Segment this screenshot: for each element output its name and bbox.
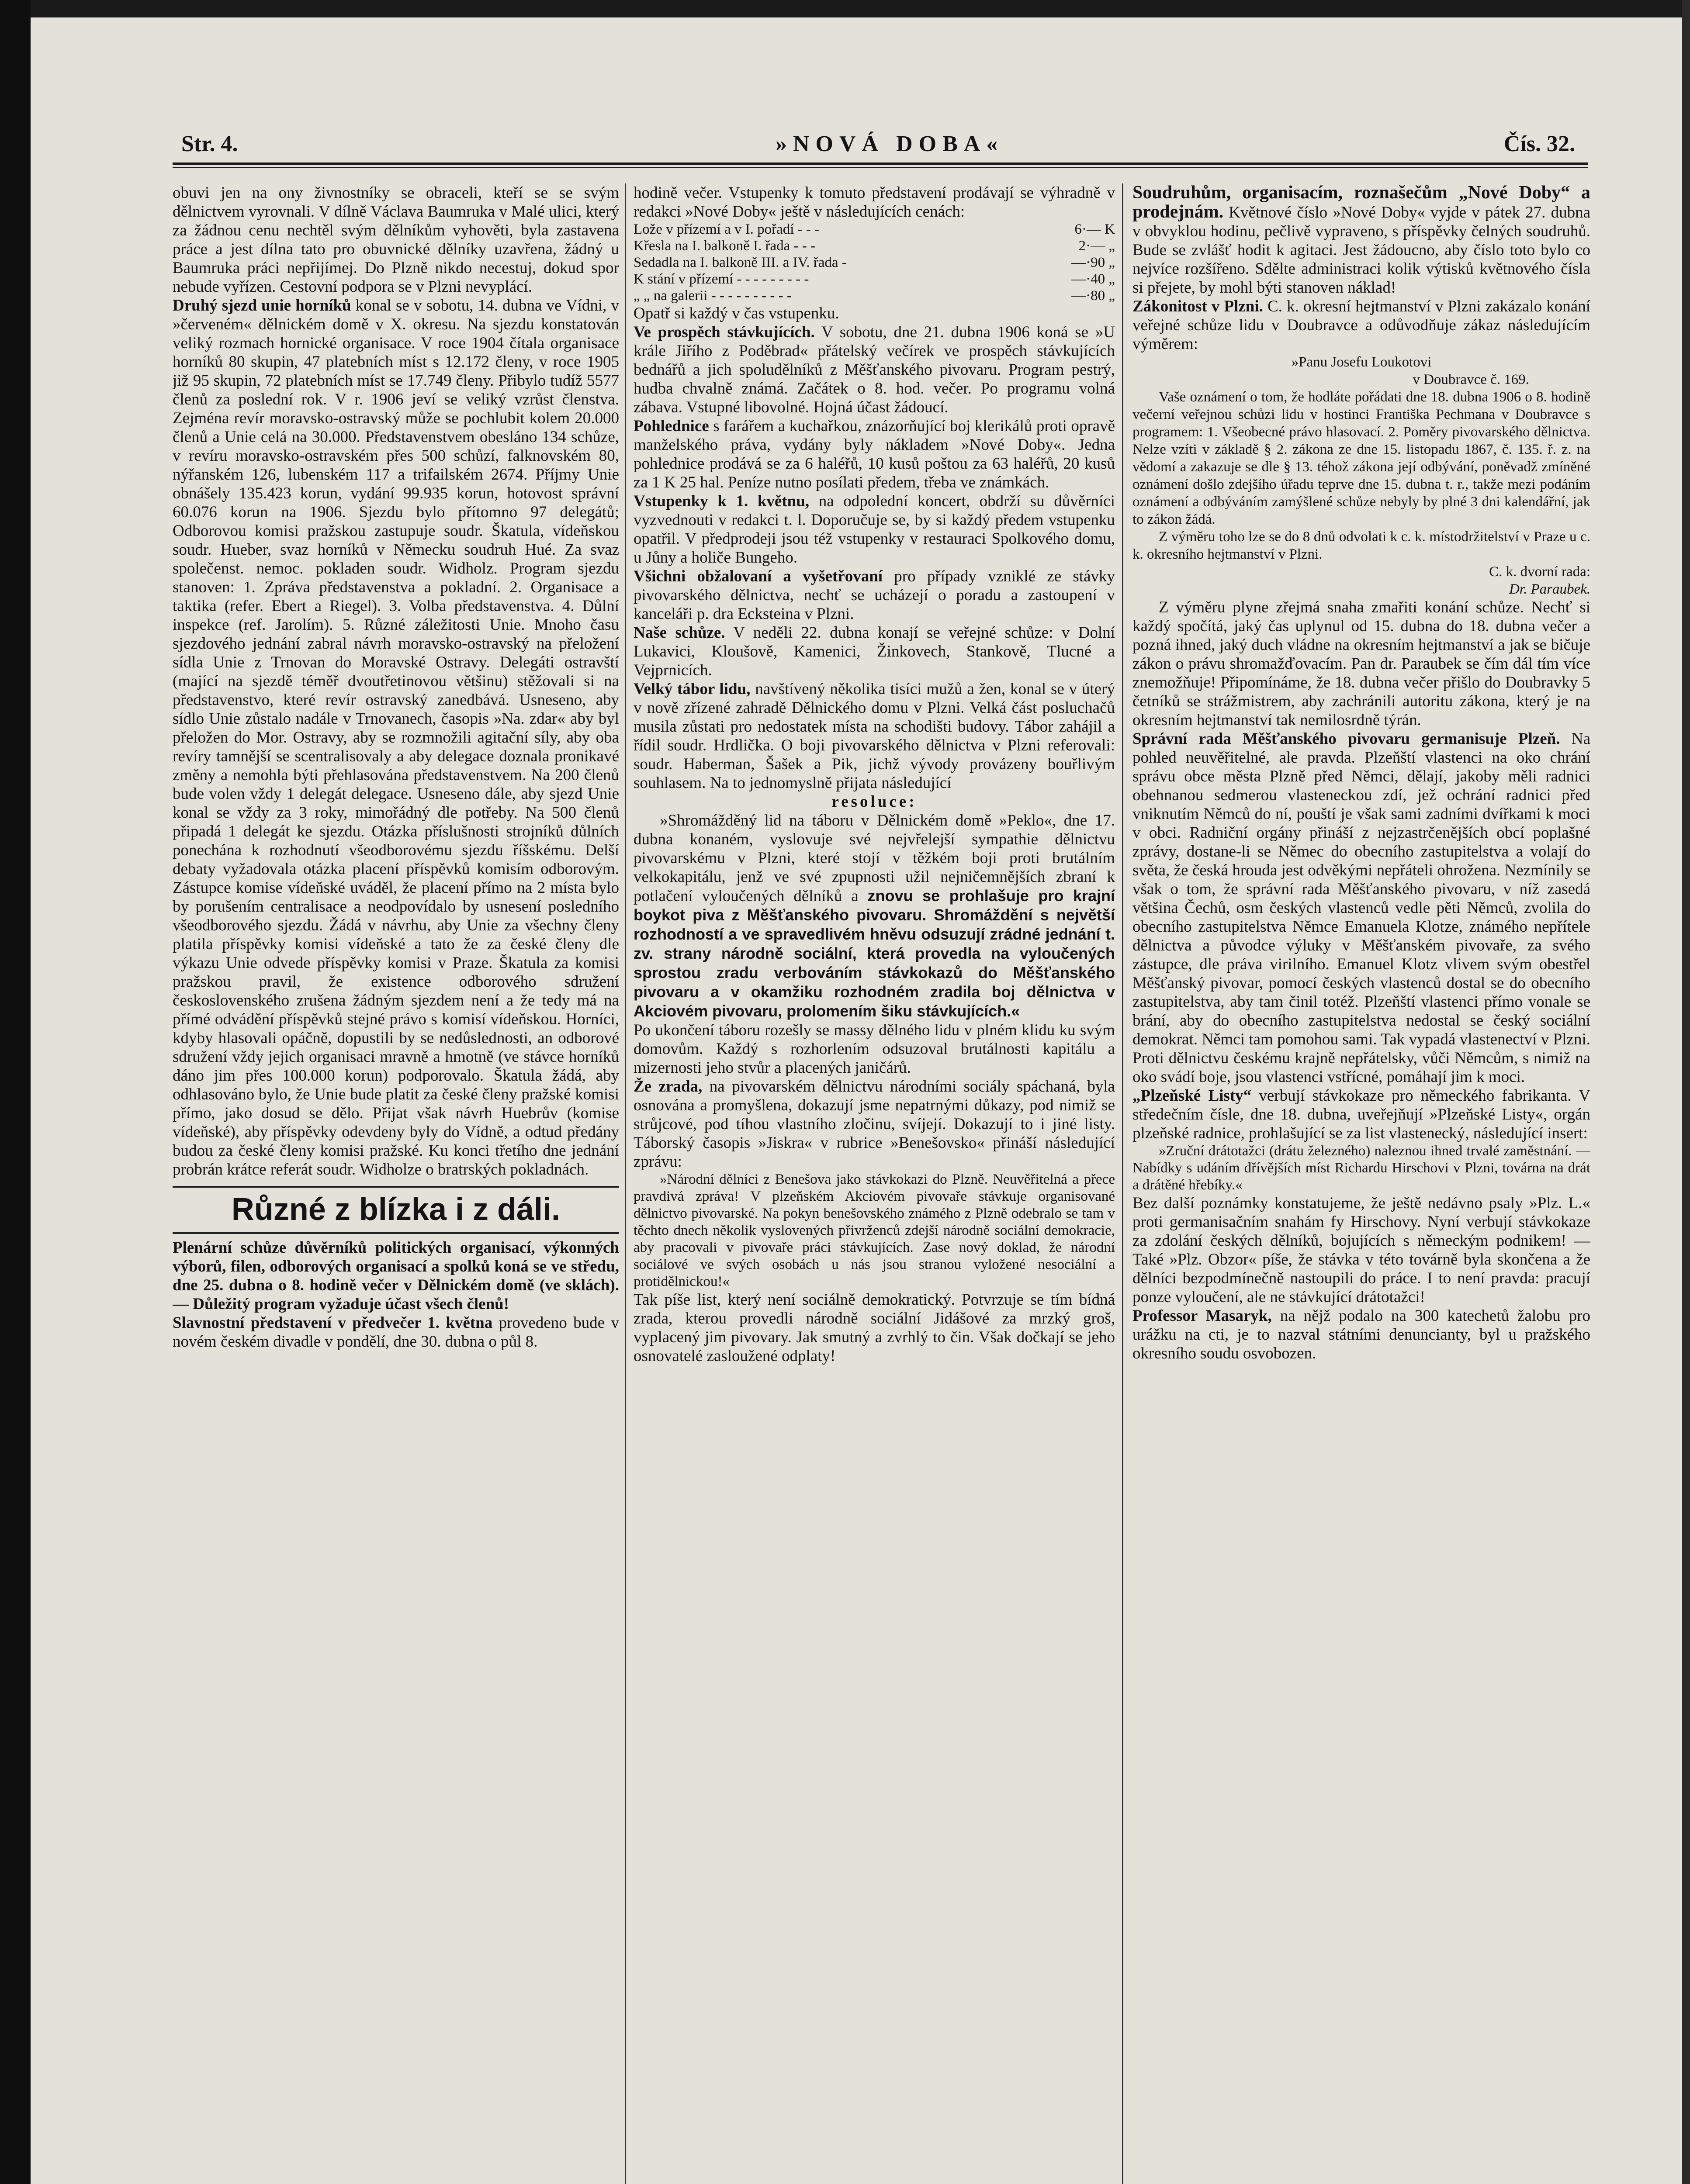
- article-postcards: [634, 417, 1115, 492]
- resolution-bold: znovu se prohlašuje pro krajní boykot piva z Měšťanského pivovaru. Shromáždění s největší rozhodností a ve spravedlivém hněvu odsuzují zrádné jednání t. zv. strany národně sociální, která provedla na vyloučených sprostou zradu verbováním stávkokazů do Měšťanského pivovaru a v okamžiku rozhodném zradila boj dělnictva v Akciovém pivovaru, prolomením šiku stávkujících.«: [634, 887, 1115, 1020]
- scan-right-edge: [1682, 0, 1690, 2184]
- plzenske-listy-body: verbují stávkokaze pro německého fabrikanta. V středečním čísle, dne 18. dubna, uveřejňují »Plzeňské Listy«, orgán plzeňské radnice, prohlašující se za list vlastenecký, následující insert:: [1132, 1087, 1590, 1142]
- newspaper-title: »NOVÁ DOBA«: [776, 131, 1004, 156]
- ticket-row: [634, 221, 1115, 238]
- ticket-row: [634, 287, 1115, 304]
- rally-body: navštívený několika tisíci mužů a žen, konal se v úterý v nově zřízené zahradě Dělnického domu v Plzni. Velká část posluchačů musila zůstati pro nedostatek místa na schodišti budovy. Tábor zahájil a řídil soudr. Hrdlička. O boji pivovarského dělnictva v Plzni referovali: soudr. Haberman, Šašek a Pik, jichž vývody provázeny bouřlivým souhlasem. Na to jednomyslně přijata následující: [634, 680, 1115, 792]
- ticket-price: —·90 „: [1071, 255, 1115, 270]
- legality-heading: Zákonitost v Plzni.: [1132, 297, 1263, 315]
- article-strikers-benefit: [634, 323, 1115, 417]
- ticket-price: 2·— „: [1078, 238, 1115, 254]
- article-brewery-board: [1132, 729, 1590, 1086]
- ticket-label: Sedadla na I. balkoně III. a IV. řada -: [634, 255, 847, 270]
- masaryk-body: na nějž podalo na 300 katechetů žalobu pro urážku na cti, je to nazval státními denuncianty, byl u pražského okresního soudu osvobozen.: [1132, 1307, 1590, 1362]
- jiskra-quote: »Národní dělníci z Benešova jako stávkokazi do Plzně. Neuvěřitelná a přece pravdivá zpráva! V plzeňském Akciovém pivovaře stávkuje organisované dělnictvo pivovarské. Na pokyn benešovského známého z Plzně odebralo se tam v těchto dnech několik vyslovených přivrženců zdejší národně sociální demokracie, aby pracovali v pivovaře práci stávkujících. Zase nový doklad, že národní sociálové ve svých osobách u nás jsou stranou vyložené nesociální a protidělnickou!«: [634, 1171, 1115, 1289]
- section-heading: Různé z blízka i z dáli.: [173, 1186, 619, 1234]
- scan-top-edge: [0, 0, 1690, 17]
- article-miners-body: konal se v sobotu, 14. dubna ve Vídni, v »červeném« dělnickém domě v X. okresu. Na sjezdu konstatován veliký rozmach hornické organisace. V roce 1904 čítala organisace horníků 80 skupin, 47 platebních míst s 12.172 členy, v roce 1905 již 95 skupin, 72 platebních míst se 17.749 členy. Přibylo tudíž 5577 členů za poslední rok. V r. 1906 jeví se veliký vzrůst členstva. Zejména revír moravsko-ostravský může se pochlubit kolem 20.000 členů a Unie celá na 30.000. Představenstvem obesláno 134 schůze, v revíru moravsko-ostravském přes 500 schůzí, falknovském 80, nýřanském 126, lubenském 117 a trifailském 2674. Příjmy Unie obnášely 135.423 korun, vydání 99.935 korun, hotovost správní 60.076 korun na 1906. Sjezdu bylo přítomno 97 delegátů; Odborovou komisi pražskou zastupuje soudr. Škatula, vídeňskou soudr. Hueber, svaz horníků v Německu soudruh Hué. Za svaz společenst. nemoc. pokladen soudr. Widholz. Program sjezdu stanoven: 1. Zpráva představenstva a pokladní. 2. Organisace a taktika (refer. Ebert a Riegel). 3. Volba představenstva. 4. Důlní inspekce (ref. Jarolím). 5. Různé záležitosti Unie. Mnoho času sjezdového jednání zabral návrh moravsko-ostravský na přeložení sídla Unie z Trnovan do Moravské Ostravy. Delegáti ostravští (mající na sjezdě téměř dvoutřetinovou většinu) stěžovali si na představenstvo, které revír ostravský zanedbává. Usneseno, aby sídlo Unie zůstalo nadále v Trnovanech, časopis »Na. zdar« aby byl přeložen do Mor. Ostravy, aby se rozmnožili agitační síly, aby oba revíry tamnější se scentralisovaly a aby delegace doznala pronikavé změny a nemohla býti přehlasována představenstvem. Na 200 členů bude volen vždy 1 delegát delegace. Usneseno dále, aby sjezd Unie konal se vždy za 3 roky, mimořádný dle potřeby. Na 500 členů připadá 1 delegát ke sjezdu. Otázka příslušnosti strojníků důlních ponechána k rozhodnutí všeodborovému sjezdu říšskému. Delší debaty vyžadovala otázka placení příspěvků komisím odborovým. Zástupce komise vídeňské uváděl, že placení přímo na 2 místa bylo by porušením centralisace a neodpovídalo by usnesení posledního všeodborového sjezdu. Žádá v návrhu, aby Unie za všechny členy platila příspěvky komisi vídeňské a tato že za české členy dle výkazu Unie odvede příspěvky komisi v Praze. Škatula za komisi pražskou pravil, že existence odborového sdružení československého zrušena žádným sjezdem není a že tedy má na přímé odvádění příspěvků stejné právo s komisí vídeňskou. Horníci, kdyby hlasovali opáčně, dopustili by se nedůslednosti, an odborové sdružení vždy jejich organisaci mravně a hmotně (ve stávce horníků dáno jim přes 100.000 korun) podporovalo. Škatula žádá, aby odhlasováno bylo, že Unie bude platit za české členy pražské komisi přímo, jako dosud se dělo. Přijat však návrh Huebrův (komise vídeňské), aby příspěvky odevdeny byly do Vídně, a odtud předány budou za české členy komisi pražské. Ku konci třetího dne jednání probrán krátce referát soudr. Widholze o bratrských pokladnách.: [173, 297, 619, 1178]
- article-miners-heading: Druhý sjezd unie horníků: [173, 297, 351, 314]
- postcards-body: s farářem a kuchařkou, znázorňující boj klerikálů proti opravě manželského práva, vydány byly nákladem »Nové Doby«. Jedna pohlednice prodává se za 6 haléřů, 10 kusů poštou za 63 haléřů, 20 kusů za 1 K 25 hal. Peníze nutno posílati předem, třeba ve známkách.: [634, 417, 1115, 491]
- signature-name: Dr. Paraubek.: [1509, 581, 1590, 597]
- letter-addressee: »Panu Josefu Loukotovi: [1291, 354, 1432, 370]
- postcards-heading: Pohlednice: [634, 417, 709, 435]
- article-tickets-intro: hodině večer. Vstupenky k tomuto představení prodávají se výhradně v redakci »Nové Doby« ještě v následujících cenách:: [634, 184, 1115, 221]
- header-rule: [173, 162, 1588, 165]
- article-rally: [634, 680, 1115, 792]
- ticket-row: [634, 254, 1115, 271]
- resolution-title: resoluce:: [831, 793, 917, 811]
- article-plzenske-listy: [1132, 1086, 1590, 1143]
- rally-conclusion: Po ukončení táboru rozešly se massy dělného lidu v plném klidu ku svým domovům. Každý s rozhorlením odsuzoval brutálnosti kapitálu a mizernosti jeho stvůr a placených janičárů.: [634, 1021, 1115, 1077]
- article-may-issue: [1132, 183, 1590, 297]
- tickets-note: Opatř si každý v čas vstupenku.: [634, 304, 839, 322]
- article-our-meetings: [634, 623, 1115, 680]
- ticket-price: 6·— K: [1074, 221, 1115, 237]
- meetings-heading: Naše schůze.: [634, 624, 725, 642]
- column-2: [634, 183, 1115, 2184]
- ticket-row: [634, 271, 1115, 287]
- brewery-board-body: Na pohled neuvěřitelné, ale pravda. Plzeňští vlastenci na oko chrání správu obce města Plzně před Němci, dělají, jakoby měli radnici obehnanou sedmerou vlasteneckou zdí, jež ochrání radnici před vniknutím Němců do ní, pouští je však sami zadními dvířkami k moci v obci. Radniční orgány přináší z nejzastrčenějších obcí poplašné zprávy, dostane-li se Němec do obecního zastupitelstva a volají do světa, že česká hrouda jest odvěkými nepřáteli ohrožena. Nezmínily se však o tom, že správní rada Měšťanského pivovaru, v níž zasedá většina Čechů, osm českých vlastenců vedle pěti Němců, zvolila do obecního zastupitelstva Němce Emanuela Klotze, známého nepřítele dělnictva a původce výluky v Měšťanském pivovaře, za svého zástupce, dle práva virilního. Emanuel Klotz vlivem svým obestřel Měšťanský pivovar, pomocí českých vlastenců dostal se do obecního zastupitelstva, aby tam činil totéž. Plzeňští vlastenci přímo vonale se brání, aby do obecního zastupitelstva nedostal se český sociální demokrat. Němci tam pomohou sami. Tak vypadá vlastenectví v Plzni. Proti dělnictvu českému krajně nepřátelsky, vůči Němcům, s nimiž na oko svádí boje, jsou vlastenci vstřícné, pomáhají jim k moci.: [1132, 730, 1590, 1086]
- ticket-price: —·80 „: [1071, 288, 1115, 304]
- resolution-intro: »Shromážděný lid na táboru v Dělnickém domě »Peklo«, dne 17. dubna konaném, vyslovuje své nejvřelejší sympathie dělnictvu pivovarskému v Plzni, které stojí v těžkém boji proti brutálním velkokapitálu, jenž ve své zpupnosti užil nejničemnějších zbraní k potlačení vyloučených dělníků a: [634, 812, 1115, 905]
- column-divider-2: [1122, 183, 1123, 2184]
- accused-heading: Všichni obžalovaní a vyšetřovaní: [634, 567, 883, 585]
- article-may-tickets: [634, 492, 1115, 567]
- article-accused: [634, 567, 1115, 623]
- may-tickets-body: na odpolední koncert, obdrží su důvěrníci vyzvednouti v redakci t. l. Doporučuje se, by si každý předem vstupenku opatřil. V předprodeji jsou též vstupenky v restauraci Spolkového domu, u Jůny a holiče Bungeho.: [634, 492, 1115, 567]
- ticket-price: —·40 „: [1071, 271, 1115, 287]
- betrayal-body: na pivovarském dělnictvu národními sociály spáchaná, byla osnována a promyšlena, dokazují jsme nepatrnými důkazy, pod nimiž se strůjcové, pod tíhou vlastního zločinu, svíjejí. Dokazují to i jiné listy. Táborský časopis »Jiskra« v rubrice »Benešovsko« přináší následující zprávu:: [634, 1078, 1115, 1171]
- may-issue-heading: Soudruhům, organisacím, roznašečům „Nové Doby“ a prodejnám.: [1132, 183, 1590, 222]
- wire-drawers-ad-quote: »Zruční drátotažci (drátu železného) naleznou ihned trvalé zaměstnání. — Nabídky s udáním dřívějších míst Richardu Hirschovi v Plzni, továrna na drát a drátěné hřebíky.«: [1132, 1143, 1590, 1193]
- plenary-heading: Plenární schůze: [173, 1239, 287, 1257]
- article-gala-performance: [173, 1313, 619, 1351]
- page-number: Str. 4.: [181, 131, 238, 156]
- article-betrayal: [634, 1077, 1115, 1171]
- brewery-board-heading: Správní rada Měšťanského pivovaru germanisuje Plzeň.: [1132, 730, 1560, 748]
- letter-address: v Doubravce č. 169.: [1413, 372, 1529, 387]
- strikers-heading: Ve prospěch stávkujících.: [634, 323, 815, 341]
- article-plenary-meeting: [173, 1238, 619, 1313]
- ticket-label: Lože v přízemí a v I. pořadí - - -: [634, 221, 820, 237]
- article-shoemakers: obuvi jen na ony živnostníky se obraceli, kteří se se svým dělnictvem vyrovnali. V dílně Václava Baumruka v Malé ulici, který za žádnou cenu nechtěl svým dělníkům vyhověti, byla zastavena práce a jest dílna tato pro obuvnické dělníky uzavřena, žádný u Baumruka práci nepřijímej. Do Plzně nikdo necestuj, dokud spor nebude vyřízen. Cestovní podpora se v Plzni nevyplácí.: [173, 184, 619, 296]
- letter-body: Vaše oznámení o tom, že hodláte pořádati dne 18. dubna 1906 o 8. hodině večerní veřejnou schůzi lidu v hostinci Františka Pechmana v Doubravce s programem: 1. Všeobecné právo hlasovací. 2. Poměry pivovarského dělnictva. Nelze vzíti v základě § 2. zákona ze dne 15. listopadu 1867, č. 135. ř. z. na vědomí a zakazuje se dle § 13. téhož zákona její odbývání, poněvadž zmíněné oznámení došlo zdejšího úřadu teprve dne 15. dubna t. r., takže mezi podáním oznámení a odbýváním zamýšlené schůze nebyly by plné 3 dni kalendářní, jak to zákon žádá.: [1132, 389, 1590, 527]
- betrayal-heading: Že zrada,: [634, 1078, 703, 1095]
- accused-body: pro případy vzniklé ze stávky pivovarského dělnictva, nechť se ucházejí o poradu a zastoupení v kanceláři p. dra Ecksteina v Plzni.: [634, 567, 1115, 623]
- legality-body: C. k. okresní hejtmanství v Plzni zakázalo konání veřejné schůze lidu v Doubravce a odůvodňuje zákaz následujícím výměrem:: [1132, 297, 1590, 353]
- article-miners-congress: [173, 296, 619, 1179]
- issue-number: Čís. 32.: [1503, 131, 1575, 156]
- ticket-label: Křesla na I. balkoně I. řada - - -: [634, 238, 815, 254]
- may-tickets-heading: Vstupenky k 1. květnu,: [634, 492, 810, 510]
- ticket-price-table: [634, 221, 1115, 304]
- column-3: [1132, 183, 1590, 2184]
- plzenske-listy-conclusion: Bez další poznámky konstatujeme, že ještě nedávno psaly »Plz. L.« proti germanisačním snahám fy Hirschovy. Nyní verbují stávkokaze za zdolání českých dělníků, bojujících s německým podnikem! — Také »Plz. Obzor« píše, že stávka v této továrně byla skončena a že dělníci bezpodmínečně nastoupili do práce. I to není pravda: pracují ponze vyloučení, ale ne stávkující drátotažci!: [1132, 1194, 1590, 1306]
- article-masaryk: [1132, 1306, 1590, 1363]
- may-issue-body: Květnové číslo »Nové Doby« vyjde v pátek 27. dubna v obvyklou hodinu, pečlivě vypraveno, s příspěvky čelných soudruhů. Bude se zvlášť hodit k agitaci. Jest žádoucno, aby číslo toto bylo co nejvíce rozšířeno. Sdělte administraci kolik výtisků květnového čísla si přejete, by mohl býti stanoven náklad!: [1132, 204, 1590, 297]
- meetings-body: V neděli 22. dubna konají se veřejné schůze: v Dolní Lukavici, Kloušově, Kamenici, Žinkovech, Stankově, Tlucné a Vejprnicích.: [634, 624, 1115, 679]
- letter-appeal: Z výměru toho lze se do 8 dnů odvolati k c. k. místodržitelství v Praze u c. k. okresního hejtmanství v Plzni.: [1132, 529, 1590, 562]
- gala-body: provedeno bude v novém českém divadle v pondělí, dne 30. dubna o půl 8.: [173, 1314, 619, 1351]
- rally-heading: Velký tábor lidu,: [634, 680, 751, 698]
- signature-title: C. k. dvorní rada:: [1489, 564, 1590, 580]
- article-legality: [1132, 297, 1590, 353]
- header-rule-thin: [173, 167, 1588, 168]
- betrayal-conclusion: Tak píše list, který není sociálně demokratický. Potvrzuje se tím bídná zrada, kterou provedli národně sociální Jidášové za mrzký groš, vyplacený jim pivovary. Jak smutný a zvrhlý to čin. Však dočkají se jeho osnovatelé zasloužené odplaty!: [634, 1291, 1115, 1365]
- ticket-label: „ „ na galerii - - - - - - - - - -: [634, 288, 792, 304]
- legality-commentary: Z výměru plyne zřejmá snaha zmařiti konání schůze. Nechť si každý spočítá, jaký čas uplynul od 15. dubna do 18. dubna večer a pozná ihned, jaký duch vládne na okresním hejtmanství a jak se bičuje zákon o právu shromažďovacím. Pan dr. Paraubek se čím dál tím více znemožňuje! Připomínáme, že 18. dubna večer přišlo do Doubravky 5 četníků se strážmistrem, aby zachránili autoritu zákona, který je na okresním hejtmanství tak nemilosrdně týrán.: [1132, 598, 1590, 729]
- page-header: [173, 131, 1588, 162]
- strikers-body: V sobotu, dne 21. dubna 1906 koná se »U krále Jiřího z Poděbrad« přátelský večírek ve prospěch stávkujících bednářů a jich spoludělníků z Měšťanského pivovaru. Program pestrý, hudba chvalně známá. Začátek o 8. hod. večer. Po programu volná zábava. Vstupné libovolné. Hojná účast žádoucí.: [634, 323, 1115, 416]
- resolution-text: [634, 811, 1115, 1021]
- masaryk-heading: Professor Masaryk,: [1132, 1307, 1272, 1325]
- gala-heading: Slavnostní představení v předvečer 1. května: [173, 1314, 493, 1332]
- plenary-body: důvěrníků politických organisací, výkonných výborů, filen, odborových organisací a spolků koná se ve středu, dne 25. dubna o 8. hodině večer v Dělnickém domě (ve sklách). — Důležitý program vyžaduje účast všech členů!: [173, 1239, 619, 1313]
- column-1: [173, 183, 619, 2184]
- ticket-row: [634, 238, 1115, 254]
- scan-left-edge: [0, 0, 31, 2184]
- column-divider-1: [625, 183, 626, 2184]
- ticket-label: K stání v přízemí - - - - - - - - -: [634, 271, 809, 287]
- plzenske-listy-heading: „Plzeňské Listy“: [1132, 1087, 1252, 1105]
